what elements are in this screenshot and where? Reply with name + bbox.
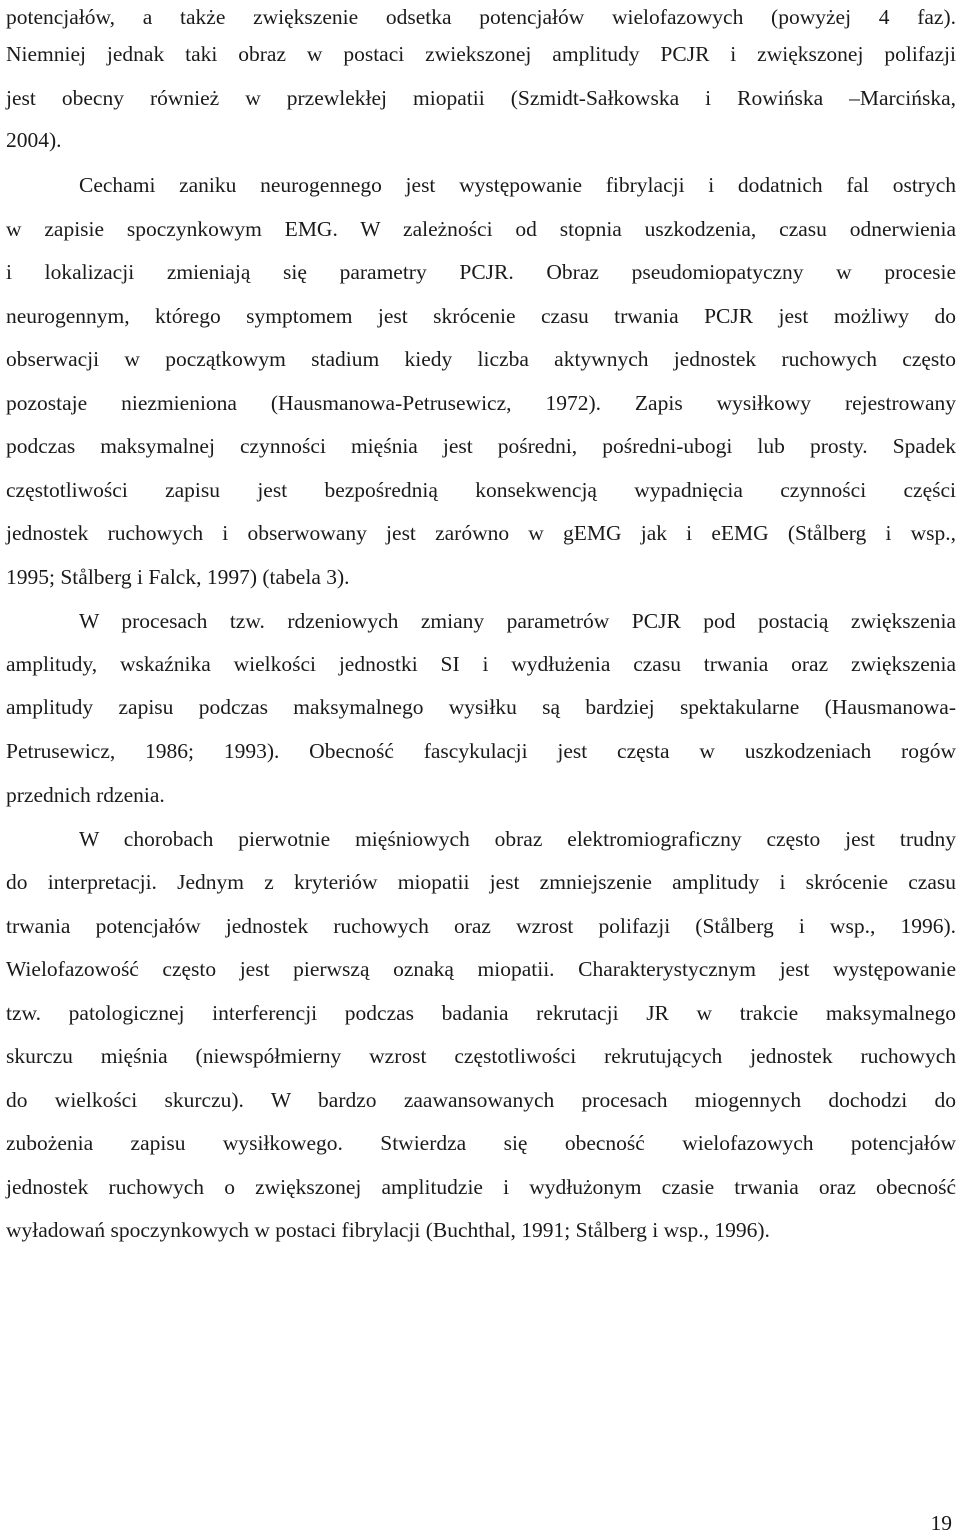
text-line: wyładowań spoczynkowych w postaci fibrylacji (Buchthal, 1991; Stålberg i wsp., 1996). [6,1218,770,1242]
text-line: jest obecny również w przewlekłej miopatii (Szmidt-Sałkowska i Rowińska –Marcińska, [6,86,956,110]
text-line: Niemniej jednak taki obraz w postaci zwiekszonej amplitudy PCJR i zwiększonej polifazji [6,42,956,66]
text-line: tzw. patologicznej interferencji podczas badania rekrutacji JR w trakcie maksymalnego [6,1001,956,1025]
text-line: w zapisie spoczynkowym EMG. W zależności od stopnia uszkodzenia, czasu odnerwienia [6,217,956,241]
text-line: amplitudy zapisu podczas maksymalnego wysiłku są bardziej spektakularne (Hausmanowa- [6,695,956,719]
paragraph-first-line: W procesach tzw. rdzeniowych zmiany parametrów PCJR pod postacią zwiększenia [79,609,956,633]
text-line: Petrusewicz, 1986; 1993). Obecność fascykulacji jest częsta w uszkodzeniach rogów [6,739,956,763]
text-line: pozostaje niezmieniona (Hausmanowa-Petrusewicz, 1972). Zapis wysiłkowy rejestrowany [6,391,956,415]
text-line: neurogennym, którego symptomem jest skrócenie czasu trwania PCJR jest możliwy do [6,304,956,328]
text-line: skurczu mięśnia (niewspółmierny wzrost częstotliwości rekrutujących jednostek ruchowych [6,1044,956,1068]
page-number: 19 [930,1511,952,1535]
text-line: przednich rdzenia. [6,783,165,807]
paragraph-first-line: W chorobach pierwotnie mięśniowych obraz elektromiograficzny często jest trudny [79,827,956,851]
text-line: obserwacji w początkowym stadium kiedy liczba aktywnych jednostek ruchowych często [6,347,956,371]
text-line: 1995; Stålberg i Falck, 1997) (tabela 3). [6,565,350,589]
text-line: do wielkości skurczu). W bardzo zaawansowanych procesach miogennych dochodzi do [6,1088,956,1112]
text-line: do interpretacji. Jednym z kryteriów miopatii jest zmniejszenie amplitudy i skrócenie czasu [6,870,956,894]
text-line: podczas maksymalnej czynności mięśnia jest pośredni, pośredni-ubogi lub prosty. Spadek [6,434,956,458]
text-line: częstotliwości zapisu jest bezpośrednią konsekwencją wypadnięcia czynności części [6,478,956,502]
text-line: jednostek ruchowych o zwiększonej amplitudzie i wydłużonym czasie trwania oraz obecność [6,1175,956,1199]
text-line: Wielofazowość często jest pierwszą oznaką miopatii. Charakterystycznym jest występowanie [6,957,956,981]
text-line: i lokalizacji zmieniają się parametry PCJR. Obraz pseudomiopatyczny w procesie [6,260,956,284]
text-line: jednostek ruchowych i obserwowany jest zarówno w gEMG jak i eEMG (Stålberg i wsp., [6,521,956,545]
text-line: trwania potencjałów jednostek ruchowych oraz wzrost polifazji (Stålberg i wsp., 1996). [6,914,956,938]
text-line: zubożenia zapisu wysiłkowego. Stwierdza się obecność wielofazowych potencjałów [6,1131,956,1155]
paragraph-first-line: Cechami zaniku neurogennego jest występowanie fibrylacji i dodatnich fal ostrych [79,173,956,197]
text-line: 2004). [6,128,62,152]
text-line: potencjałów, a także zwiększenie odsetka potencjałów wielofazowych (powyżej 4 faz). [6,5,956,29]
text-line: amplitudy, wskaźnika wielkości jednostki SI i wydłużenia czasu trwania oraz zwiększenia [6,652,956,676]
